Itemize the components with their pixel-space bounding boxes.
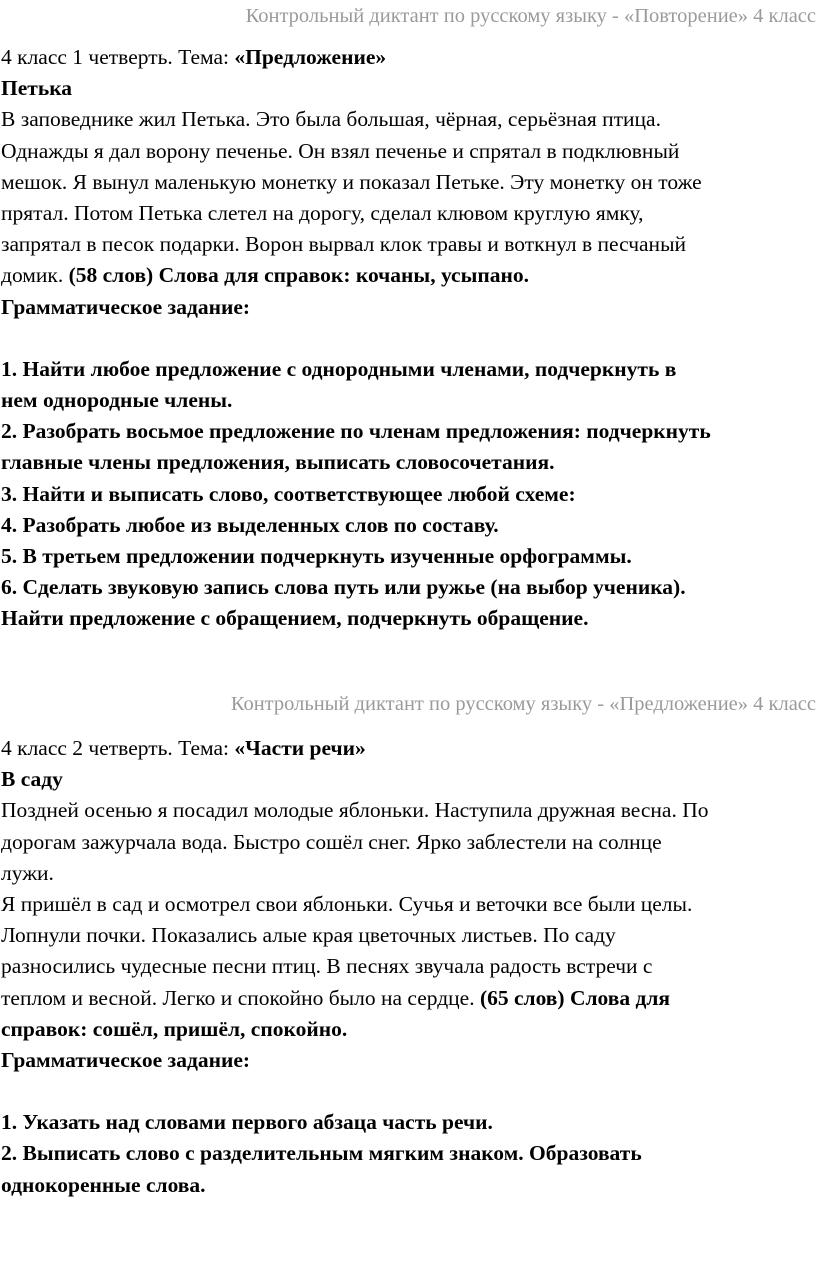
section1-text-title: Петька [1, 76, 73, 101]
section2-topic-line [1, 733, 815, 764]
section1-task-line: 5. В третьем предложении подчеркнуть изученные орфограммы. [1, 544, 632, 568]
section2-body-line: лужи. [1, 860, 54, 885]
section2-task-heading: Грамматическое задание: [1, 1047, 251, 1072]
section1 [1, 42, 815, 635]
section1-task-line: 2. Разобрать восьмое предложение по членам предложения: подчеркнуть [1, 419, 711, 444]
section2-body-last-line [1, 983, 815, 1014]
spacer [1, 323, 815, 354]
section1-body-line: Однажды я дал ворону печенье. Он взял печенье и спрятал в подклювный [1, 138, 680, 163]
section1-task-line: 3. Найти и выписать слово, соответствующее любой схеме: [1, 481, 576, 506]
section2-task-line: 1. Указать над словами первого абзаца часть речи. [1, 1110, 493, 1135]
section2-last-line-start: теплом и весной. Легко и спокойно было на сердце. [1, 985, 480, 1010]
section1-last-line-start: домик. [1, 263, 69, 288]
section1-task-line: главные члены предложения, выписать словосочетания. [1, 450, 555, 475]
section2-body-line: Лопнули почки. Показались алые края цветочных листьев. По саду [1, 923, 616, 948]
section1-topic-prefix: 4 класс 1 четверть. Тема: [1, 45, 235, 69]
section1-body-line: В заповеднике жил Петька. Это была большая, чёрная, серьёзная птица. [1, 107, 661, 132]
section1-body-last-line [1, 260, 815, 291]
section1-task-line: Найти предложение с обращением, подчеркнуть обращение. [1, 606, 589, 631]
section2-topic-prefix: 4 класс 2 четверть. Тема: [1, 736, 235, 760]
section2-task-line: однокоренные слова. [1, 1172, 206, 1197]
section2-topic-title: «Части речи» [234, 736, 366, 760]
section2-refs-line: справок: сошёл, пришёл, спокойно. [1, 1016, 348, 1041]
section1-body-line: прятал. Потом Петька слетел на дорогу, сделал клювом круглую ямку, [1, 200, 644, 225]
section1-task-heading: Грамматическое задание: [1, 294, 251, 319]
section1-task-line: 4. Разобрать любое из выделенных слов по составу. [1, 512, 499, 537]
section2-task-line: 2. Выписать слово с разделительным мягким знаком. Образовать [1, 1141, 642, 1166]
section2 [1, 733, 815, 1201]
section1-task-line: 6. Сделать звуковую запись слова путь или ружье (на выбор ученика). [1, 575, 686, 600]
section1-topic-title: «Предложение» [234, 45, 387, 69]
section2-text-title: В саду [1, 767, 63, 792]
section2-body-line: дорогам зажурчала вода. Быстро сошёл снег. Ярко заблестели на солнце [1, 829, 662, 854]
section1-body-line: мешок. Я вынул маленькую монетку и показал Петьке. Эту монетку он тоже [1, 169, 702, 194]
section2-word-count: (65 слов) Слова для [479, 985, 671, 1010]
section1-body-line: запрятал в песок подарки. Ворон вырвал клок травы и воткнул в песчаный [1, 232, 687, 257]
section1-word-count-refs: (58 слов) Слова для справок: кочаны, усыпано. [68, 263, 530, 288]
section2-body-line: Поздней осенью я посадил молодые яблоньки. Наступила дружная весна. По [1, 798, 709, 823]
section2-body-line: разносились чудесные песни птиц. В песнях звучала радость встречи с [1, 954, 653, 979]
section1-topic-line [1, 42, 815, 73]
section1-task-line: нем однородные члены. [1, 388, 233, 413]
section1-header: Контрольный диктант по русскому языку - «Повторение» 4 класс [245, 5, 816, 27]
spacer [1, 1076, 815, 1107]
section2-body-line: Я пришёл в сад и осмотрел свои яблоньки. Сучья и веточки все были целы. [1, 891, 693, 916]
section1-task-line: 1. Найти любое предложение с однородными членами, подчеркнуть в [1, 356, 677, 381]
section2-header: Контрольный диктант по русскому языку - «Предложение» 4 класс [230, 693, 816, 715]
